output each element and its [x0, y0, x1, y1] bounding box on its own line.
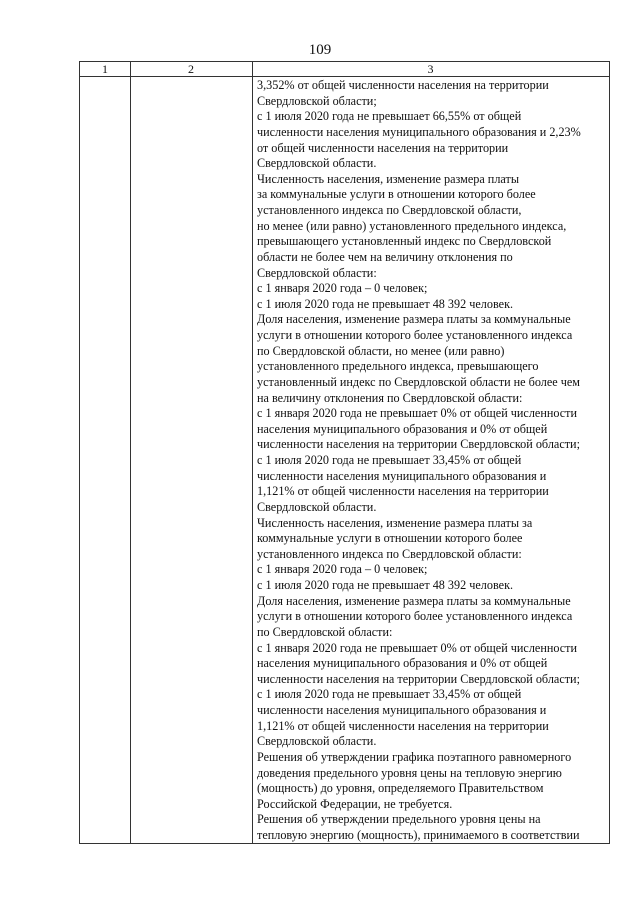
- header-row-divider: [80, 76, 609, 77]
- text-line: по Свердловской области, но менее (или равно): [257, 343, 505, 358]
- text-line: доведения предельного уровня цены на тепловую энергию: [257, 765, 562, 780]
- text-line: Свердловской области:: [257, 265, 377, 280]
- text-line: с 1 января 2020 года – 0 человек;: [257, 562, 428, 577]
- column-3-text: [257, 78, 609, 844]
- column-divider-1: [130, 62, 131, 843]
- text-line: населения муниципального образования и 0% от общей: [257, 656, 548, 671]
- text-line: тепловую энергию (мощность), принимаемого в соответствии: [257, 828, 580, 842]
- text-line: Численность населения, изменение размера платы: [257, 171, 520, 186]
- text-line: услуги в отношении которого более установленного индекса: [257, 328, 573, 342]
- text-line: Решения об утверждении графика поэтапного равномерного: [257, 749, 572, 764]
- text-line: Свердловской области;: [257, 93, 377, 108]
- text-line: (мощность) до уровня, определяемого Правительством: [257, 781, 544, 796]
- text-line: Свердловской области.: [257, 734, 377, 749]
- text-line: установленного индекса по Свердловской области:: [257, 546, 522, 561]
- text-line: Решения об утверждении предельного уровня цены на: [257, 812, 541, 827]
- text-line: 1,121% от общей численности населения на территории: [257, 718, 549, 733]
- text-line: но менее (или равно) установленного предельного индекса,: [257, 218, 567, 233]
- text-line: услуги в отношении которого более установленного индекса: [257, 609, 573, 624]
- text-line: установленный индекс по Свердловской области не более чем: [257, 374, 580, 389]
- text-line: Доля населения, изменение размера платы за коммунальные: [257, 593, 571, 608]
- text-line: с 1 января 2020 года не превышает 0% от общей численности: [257, 406, 578, 421]
- text-line: численности населения на территории Свердловской области;: [257, 437, 580, 452]
- page-number: 109: [308, 42, 332, 58]
- text-line: с 1 июля 2020 года не превышает 33,45% от общей: [257, 687, 522, 702]
- text-line: с 1 июля 2020 года не превышает 66,55% от общей: [257, 109, 522, 124]
- text-line: численности населения на территории Свердловской области;: [257, 671, 580, 686]
- text-line: Свердловской области.: [257, 156, 377, 171]
- text-line: установленного индекса по Свердловской области,: [257, 203, 522, 217]
- text-line: превышающего установленный индекс по Свердловской: [257, 234, 552, 249]
- text-line: населения муниципального образования и 0% от общей: [257, 421, 548, 436]
- text-line: Доля населения, изменение размера платы за коммунальные: [257, 312, 571, 327]
- text-line: области не более чем на величину отклонения по: [257, 249, 513, 264]
- text-line: по Свердловской области:: [257, 624, 393, 639]
- text-line: на величину отклонения по Свердловской области:: [257, 390, 523, 405]
- column-header-3: 3: [427, 62, 434, 76]
- text-line: с 1 января 2020 года не превышает 0% от общей численности: [257, 640, 578, 655]
- text-line: установленного предельного индекса, превышающего: [257, 359, 539, 374]
- text-line: от общей численности населения на территории: [257, 140, 509, 155]
- text-line: Свердловской области.: [257, 499, 377, 514]
- text-line: Российской Федерации, не требуется.: [257, 796, 453, 811]
- text-line: численности населения муниципального образования и: [257, 703, 547, 717]
- text-line: с 1 июля 2020 года не превышает 48 392 человек.: [257, 578, 514, 592]
- document-table: [79, 61, 610, 844]
- text-line: с 1 июля 2020 года не превышает 33,45% от общей: [257, 453, 522, 467]
- text-line: с 1 июля 2020 года не превышает 48 392 человек.: [257, 296, 514, 311]
- column-header-2: 2: [188, 62, 194, 76]
- column-header-1: 1: [102, 62, 108, 76]
- text-line: Численность населения, изменение размера платы за: [257, 515, 533, 530]
- text-line: численности населения муниципального образования и 2,23%: [257, 124, 581, 139]
- text-line: с 1 января 2020 года – 0 человек;: [257, 281, 428, 296]
- text-line: 3,352% от общей численности населения на территории: [257, 78, 549, 92]
- column-divider-2: [252, 62, 253, 843]
- text-line: численности населения муниципального образования и: [257, 468, 547, 483]
- text-line: коммунальные услуги в отношении которого более: [257, 531, 523, 546]
- text-line: за коммунальные услуги в отношении которого более: [257, 187, 536, 202]
- text-line: 1,121% от общей численности населения на территории: [257, 484, 549, 499]
